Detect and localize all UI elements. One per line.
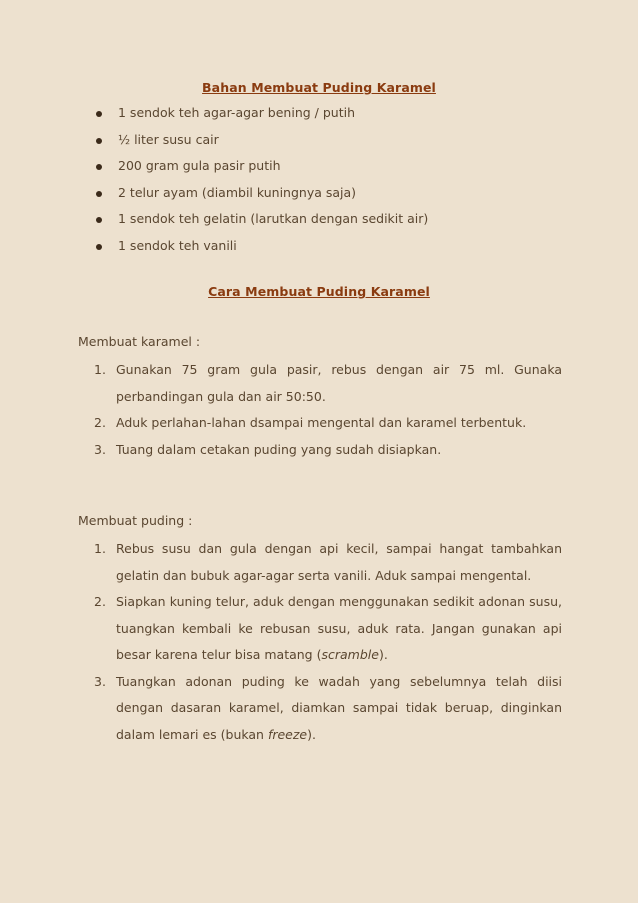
ingredient-item: 200 gram gula pasir putih (94, 153, 428, 180)
ingredients-list (94, 100, 428, 259)
method-heading: Cara Membuat Puding Karamel (208, 284, 430, 299)
step-item: 1. Rebus susu dan gula dengan api kecil, sampai hangat tambahkan gelatin dan bubuk agar-agar serta vanili. Aduk sampai mengental. (94, 541, 562, 583)
bullet-icon (96, 191, 102, 197)
pudding-steps (78, 536, 562, 748)
ingredient-item: 1 sendok teh gelatin (larutkan dengan sedikit air) (94, 206, 428, 233)
pudding-section-label: Membuat puding : (78, 513, 193, 528)
caramel-section-label: Membuat karamel : (78, 334, 201, 349)
step-item: 3. Tuangkan adonan puding ke wadah yang sebelumnya telah diisi dengan dasaran karamel, diamkan sampai tidak beruap, dinginkan dalam lemari es (bukan freeze). (94, 673, 562, 742)
ingredient-item: 1 sendok teh agar-agar bening / putih (94, 100, 428, 127)
ingredients-heading: Bahan Membuat Puding Karamel (202, 80, 436, 95)
step-item: 3. Tuang dalam cetakan puding yang sudah disiapkan. (94, 441, 442, 457)
bullet-icon (96, 164, 102, 170)
bullet-icon (96, 217, 102, 223)
ingredient-item: 1 sendok teh vanili (94, 233, 428, 260)
step-item: 2. Aduk perlahan-lahan dsampai mengental dan karamel terbentuk. (94, 415, 527, 430)
ingredient-item: ½ liter susu cair (94, 127, 428, 154)
step-item: 2. Siapkan kuning telur, aduk dengan menggunakan sedikit adonan susu, tuangkan kembali ke rebusan susu, aduk rata. Jangan gunakan api besar karena telur bisa matang (scramble). (94, 594, 562, 662)
caramel-steps (78, 357, 562, 463)
ingredient-item: 2 telur ayam (diambil kuningnya saja) (94, 180, 428, 207)
step-item: 1. Gunakan 75 gram gula pasir, rebus dengan air 75 ml. Gunaka perbandingan gula dan air 50:50. (94, 362, 562, 404)
bullet-icon (96, 244, 102, 250)
bullet-icon (96, 138, 102, 144)
bullet-icon (96, 111, 102, 117)
